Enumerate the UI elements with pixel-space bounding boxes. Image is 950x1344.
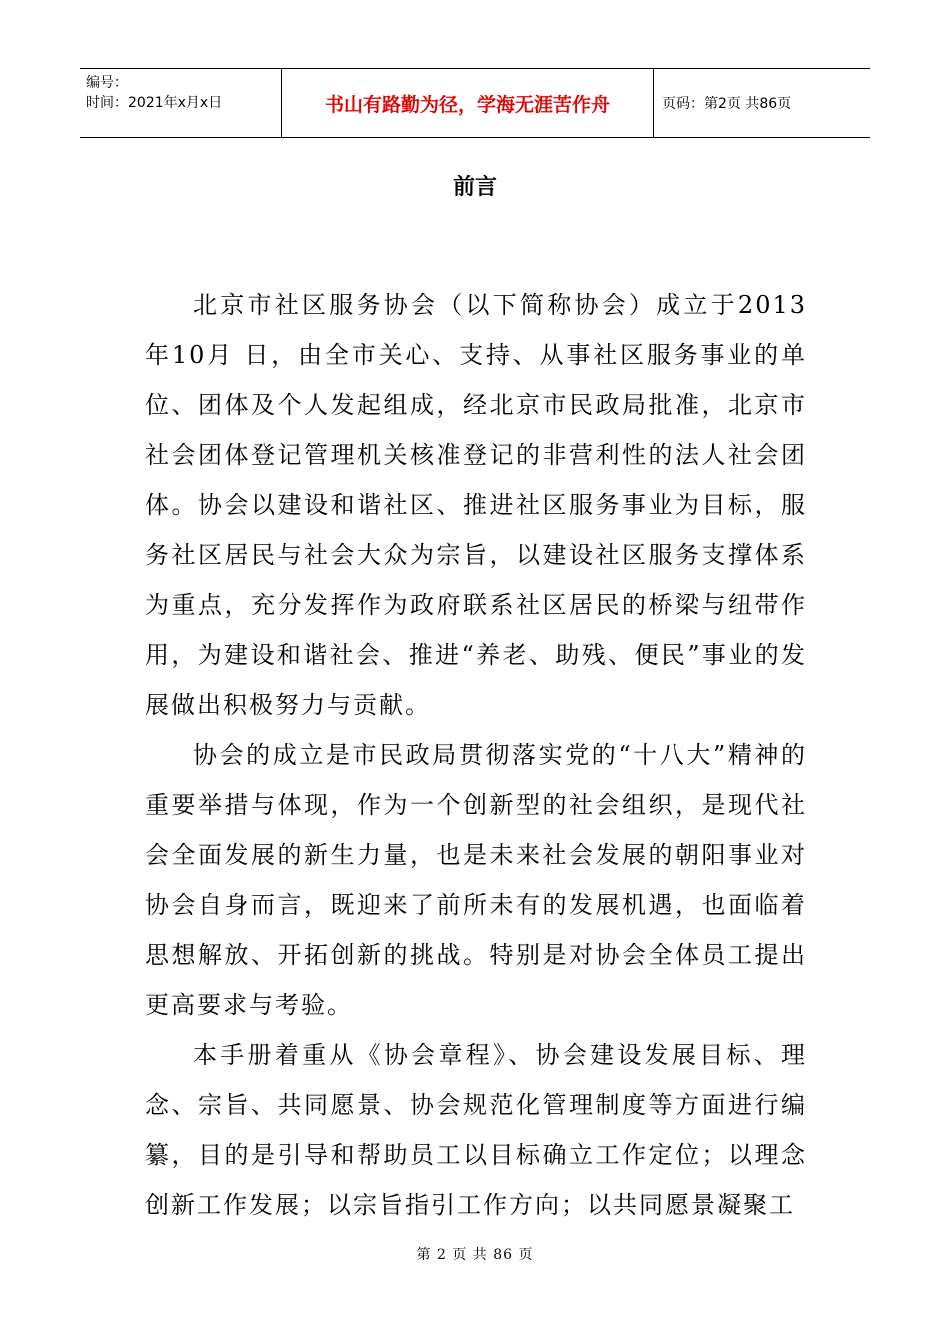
header-meta	[80, 69, 282, 137]
page-header	[80, 68, 870, 138]
header-page-info: 页码：第2页 共86页	[662, 96, 792, 112]
page-footer: 第 2 页 共 86 页	[416, 1247, 534, 1263]
paragraph: 北京市社区服务协会（以下简称协会）成立于2013年10月 日，由全市关心、支持、从事社区服务事业的单位、团体及个人发起组成，经北京市民政局批准，北京市社会团体登记管理机关核准登记的非营利性的法人社会团体。协会以建设和谐社区、推进社区服务事业为目标，服务社区居民与社会大众为宗旨，以建设社区服务支撑体系为重点，充分发挥作为政府联系社区居民的桥梁与纽带作用，为建设和谐社会、推进“养老、助残、便民”事业的发展做出积极努力与贡献。	[145, 291, 807, 719]
paragraph: 协会的成立是市民政局贯彻落实党的“十八大”精神的重要举措与体现，作为一个创新型的社会组织，是现代社会全面发展的新生力量，也是未来社会发展的朝阳事业对协会自身而言，既迎来了前所未有的发展机遇，也面临着思想解放、开拓创新的挑战。特别是对协会全体员工提出更高要求与考验。	[145, 741, 807, 1019]
header-motto: 书山有路勤为径，学海无涯苦作舟	[282, 69, 654, 137]
document-number-label: 编号：	[86, 75, 128, 91]
paragraph: 本手册着重从《协会章程》、协会建设发展目标、理念、宗旨、共同愿景、协会规范化管理制度等方面进行编纂，目的是引导和帮助员工以目标确立工作定位；以理念创新工作发展；以宗旨指引工作方向；以共同愿景凝聚工	[145, 1041, 807, 1219]
document-time-label: 时间：2021年x月x日	[86, 95, 223, 111]
document-title: 前言	[452, 175, 497, 200]
document-body	[145, 280, 807, 1230]
